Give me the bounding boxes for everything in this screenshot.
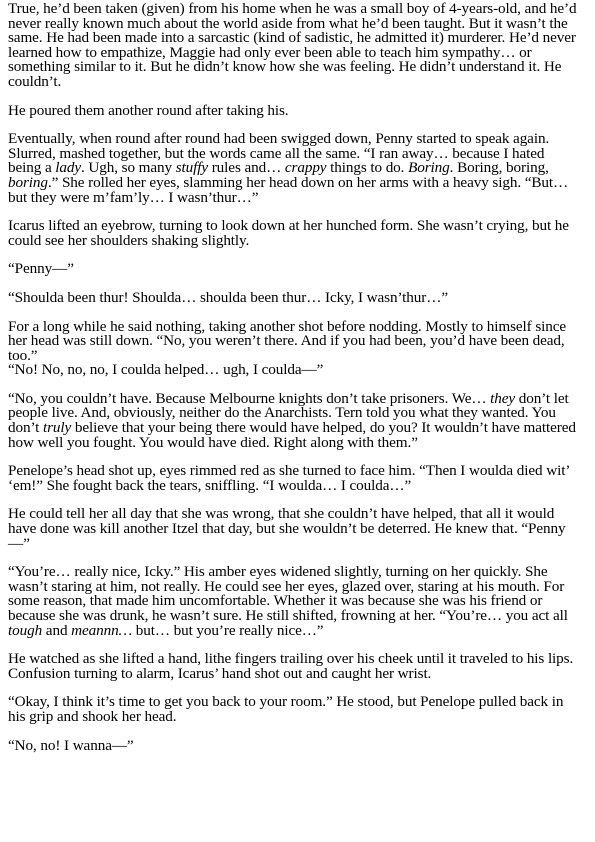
paragraph-text: For a long while he said nothing, taking another shot before nodding. Mostly to himself since her head was still down. “No, you weren’t there. And if you had been, you’d have been dead, too.” [8,317,567,364]
paragraph-text: . Boring, boring, [449,159,549,177]
paragraph-text: “Okay, I think it’s time to get you back to your room.” He stood, but Penelope pulled back in his grip and shook her head. [8,693,564,725]
emphasis-text: Boring [408,159,450,177]
emphasis-text: crappy [284,159,327,177]
paragraph-text: rules and… [208,159,285,177]
body-paragraph [8,288,580,306]
body-paragraph [8,101,580,119]
paragraph-text: .” She rolled her eyes, slamming her head down on her arms with a heavy sigh. “But… but they were m’fam’ly… I wasn’thur…” [8,173,569,206]
emphasis-text: they [490,389,516,407]
emphasis-text: stuffy [175,159,209,177]
body-paragraph [8,507,580,551]
paragraph-text: “Shoulda been thur! Shoulda… shoulda been thur… Icky, I wasn’thur…” [8,288,448,306]
body-paragraph [8,565,580,638]
emphasis-text: tough [8,621,43,639]
paragraph-text: Eventually, when round after round had been swigged down, Penny started to speak again. Slurred, mashed together, but the words came all the same. “I ran away… because I hated being a [8,130,550,177]
body-paragraph [8,652,580,681]
body-paragraph [8,317,580,364]
body-paragraph [8,736,580,754]
emphasis-text: truly [42,419,72,437]
emphasis-text: lady [55,159,82,177]
paragraph-text: He could tell her all day that she was wrong, that she couldn’t have helped, that all it would have done was kill another Itzel that day, but she wouldn’t be deterred. He knew that. “Penny—” [8,505,566,552]
body-paragraph [8,2,580,90]
body-paragraph [8,695,580,724]
emphasis-text: boring [8,173,48,191]
paragraph-text: He poured them another round after taking his. [8,101,289,119]
paragraph-text: “No, no! I wanna—” [8,736,134,754]
emphasis-text: meannn… [71,621,133,639]
paragraph-text: don’t let people live. And, obviously, neither do the Anarchists. Tern told you what they wanted. You don’t [8,389,569,437]
paragraph-text: True, he’d been taken (given) from his home when he was a small boy of 4-years-old, and he’d never really known much about the world aside from what he’d been taught. But it wasn’t the same. He had been made into a sarcastic (kind of sadistic, he admitted it) murderer. He’d never learned how to empathize, Maggie had only ever been able to teach him sympathy… or something similar to it. But he didn’t know how she was feeling. He didn’t understand it. He couldn’t. [8,0,577,90]
document-page [8,2,580,767]
body-paragraph [8,363,580,378]
body-paragraph [8,389,580,451]
paragraph-text: “No! No, no, no, I coulda helped… ugh, I coulda—” [8,361,324,379]
paragraph-text: “No, you couldn’t have. Because Melbourne knights don’t take prisoners. We… [8,389,491,407]
paragraph-text: “You’re… really nice, Icky.” His amber eyes widened slightly, turning on her quickly. She wasn’t staring at him, not really. He could see her eyes, glazed over, staring at his mouth. For some reason, that made him uncomfortable. Whether it was because she was his friend or because she was drunk, he wasn’t sure. He still shifted, frowning at her. “You’re… you act all [8,563,568,624]
paragraph-text: believe that your being there would have helped, do you? It wouldn’t have mattered how well you fought. You would have died. Right along with them.” [8,419,576,451]
paragraph-text: “Penny—” [8,260,74,278]
body-paragraph [8,132,580,205]
body-paragraph [8,219,580,248]
body-paragraph [8,464,580,493]
paragraph-text: . Ugh, so many [81,159,176,177]
paragraph-text: but… but you’re really nice…” [132,621,324,639]
body-paragraph [8,262,580,277]
paragraph-text: Icarus lifted an eyebrow, turning to look down at her hunched form. She wasn’t crying, but he could see her shoulders shaking slightly. [8,217,569,249]
paragraph-text: Penelope’s head shot up, eyes rimmed red as she turned to face him. “Then I woulda died wit’ ‘em!” She fought back the tears, sniffling. “I woulda… I coulda…” [8,462,570,494]
paragraph-text: things to do. [326,159,409,177]
paragraph-text: He watched as she lifted a hand, lithe fingers trailing over his cheek until it traveled to his lips. Confusion turning to alarm, Icarus’ hand shot out and caught her wrist. [8,650,574,682]
paragraph-text: and [42,621,72,639]
